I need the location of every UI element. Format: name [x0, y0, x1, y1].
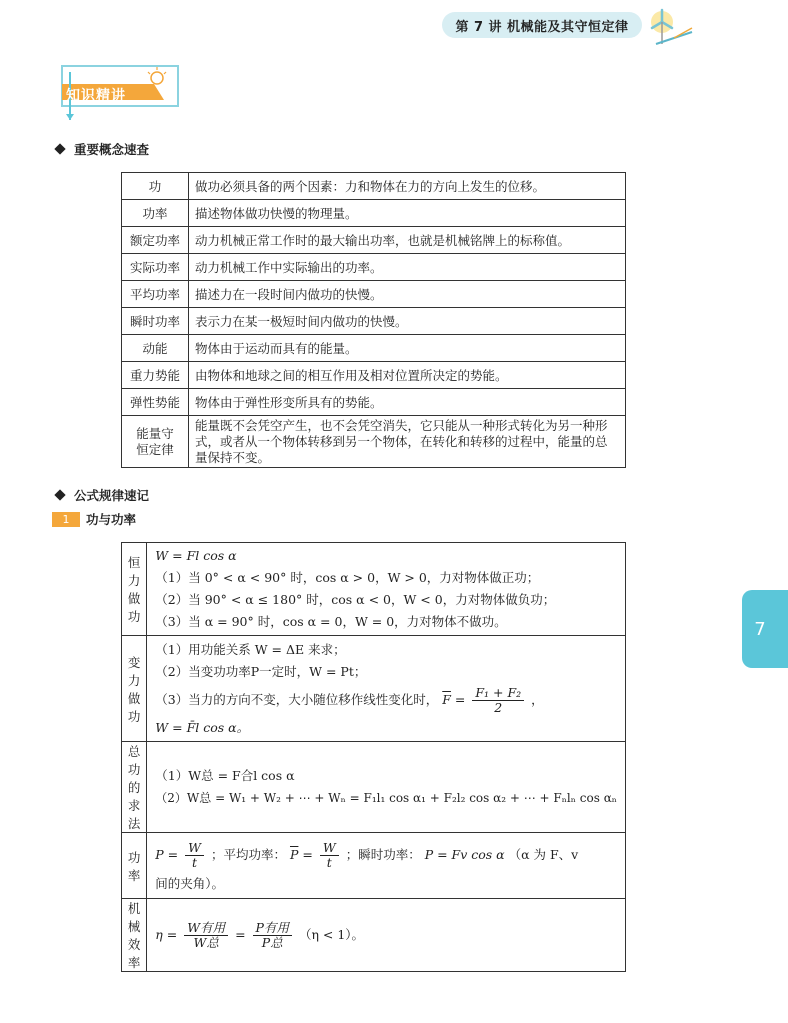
- fraction: $\frac{W}{t}$: [320, 841, 339, 870]
- diamond-bullet-icon: [54, 143, 65, 154]
- table-row: 平均功率 描述力在一段时间内做功的快慢。: [122, 281, 626, 308]
- table-row: 变力做功 （1）用功能关系 W = ΔE 来求； （2）当变功功率P一定时，W = Pt； （3）当力的方向不变，大小随位移作线性变化时， $\overline{F}$ = $\frac{\text{F₁ + F₂}}{2}$ ， W = F̄l cos α。: [122, 636, 626, 742]
- table-row: 重力势能 由物体和地球之间的相互作用及相对位置所决定的势能。: [122, 362, 626, 389]
- table-row: 恒力做功 W = Fl cos α （1）当 0° < α < 90° 时，cos α > 0，W > 0，力对物体做正功； （2）当 90° < α ≤ 180° 时，cos α < 0，W < 0，力对物体做负功； （3）当 α = 90° 时，cos α = 0，W = 0，力对物体不做功。: [122, 543, 626, 636]
- subsection-number: 1: [52, 512, 80, 527]
- formulas-table: [121, 542, 626, 972]
- table-row: 功率 P = $\frac{W}{t}$ ；平均功率： $\overline{P}$ = $\frac{W}{t}$ ；瞬时功率： P = Fv cos α （α 为 F、v 间的夹角）。: [122, 833, 626, 899]
- diamond-bullet-icon: [54, 489, 65, 500]
- table-row: 机械效率 η = $\frac{\text{W有用}}{\text{W总}}$ = $\frac{\text{P有用}}{\text{P总}}$ （η < 1）。: [122, 899, 626, 972]
- table-row: 弹性势能 物体由于弹性形变所具有的势能。: [122, 389, 626, 416]
- table-row: 额定功率 动力机械正常工作时的最大输出功率，也就是机械铭牌上的标称值。: [122, 227, 626, 254]
- fraction: $\frac{\text{F₁ + F₂}}{2}$: [472, 686, 524, 715]
- table-row: 瞬时功率 表示力在某一极短时间内做功的快慢。: [122, 308, 626, 335]
- table-row: 实际功率 动力机械工作中实际输出的功率。: [122, 254, 626, 281]
- table-row: 能量守恒定律 能量既不会凭空产生，也不会凭空消失，它只能从一种形式转化为另一种形式，或者从一个物体转移到另一个物体，在转化和转移的过程中，能量的总量保持不变。: [122, 416, 626, 468]
- concepts-table: [121, 172, 626, 468]
- table-row: 总功的求法 （1）W总 = F合l cos α （2）W总 = W₁ + W₂ + ⋯ + Wₙ = F₁l₁ cos α₁ + F₂l₂ cos α₂ + ⋯ + Fₙlₙ cos αₙ: [122, 742, 626, 833]
- fraction: $\frac{\text{W有用}}{\text{W总}}$: [184, 921, 228, 950]
- fraction: $\frac{\text{P有用}}{\text{P总}}$: [253, 921, 292, 950]
- chapter-header: 第 7 讲 机械能及其守恒定律: [442, 12, 642, 38]
- section-badge-label: 知识精讲: [66, 88, 126, 104]
- table-row: 功率 描述物体做功快慢的物理量。: [122, 200, 626, 227]
- section-title-concepts: 重要概念速查: [56, 140, 149, 158]
- table-row: 动能 物体由于运动而具有的能量。: [122, 335, 626, 362]
- fraction: $\frac{W}{t}$: [185, 841, 204, 870]
- table-row: 功 做功必须具备的两个因素：力和物体在力的方向上发生的位移。: [122, 173, 626, 200]
- chapter-side-tab[interactable]: 7: [742, 590, 788, 668]
- section-title-formulas: 公式规律速记: [56, 486, 149, 504]
- subsection-title: 1 功与功率: [52, 510, 136, 528]
- windmill-icon: [646, 6, 696, 46]
